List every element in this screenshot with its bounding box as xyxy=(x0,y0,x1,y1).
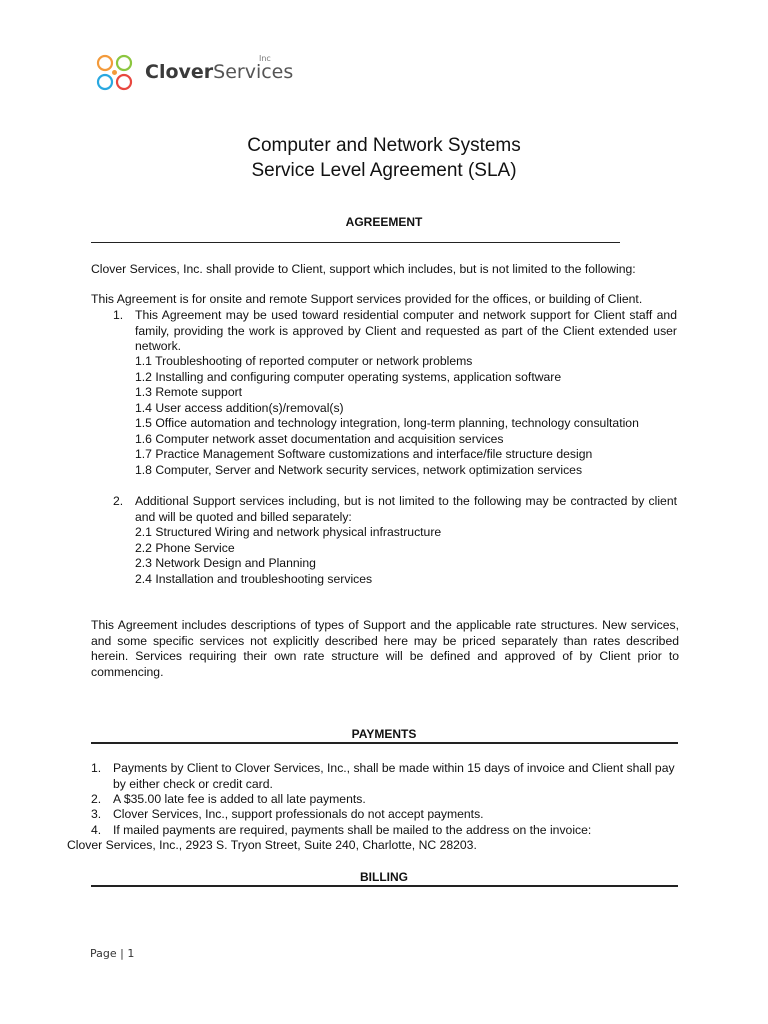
item1-number: 1. xyxy=(113,308,124,322)
payment-item1-number: 1. xyxy=(91,761,102,775)
payment-item4-text: If mailed payments are required, payments shall be mailed to the address on the invoice: xyxy=(113,823,592,837)
subitem-2-1: 2.1 Structured Wiring and network physical infrastructure xyxy=(135,525,442,539)
billing-heading: BILLING xyxy=(360,870,408,884)
payment-address: Clover Services, Inc., 2923 S. Tryon Street, Suite 240, Charlotte, NC 28203. xyxy=(67,838,477,852)
subitem-2-3: 2.3 Network Design and Planning xyxy=(135,556,316,570)
document-title-line1: Computer and Network Systems xyxy=(247,135,521,156)
subitem-1-7: 1.7 Practice Management Software customizations and interface/file structure design xyxy=(135,447,593,461)
logo-wordmark: CloverServices xyxy=(145,61,294,83)
agreement-divider xyxy=(91,242,620,243)
clover-logo-icon xyxy=(93,52,137,96)
agreement-scope: This Agreement is for onsite and remote Support services provided for the offices, or building of Client. xyxy=(91,292,643,306)
subitem-1-8: 1.8 Computer, Server and Network security services, network optimization services xyxy=(135,463,583,477)
payment-item2-number: 2. xyxy=(91,792,102,806)
subitem-1-3: 1.3 Remote support xyxy=(135,385,243,399)
agreement-heading: AGREEMENT xyxy=(345,215,423,229)
payment-item3-text: Clover Services, Inc., support professionals do not accept payments. xyxy=(113,807,484,821)
payment-item2-text: A $35.00 late fee is added to all late payments. xyxy=(113,792,366,806)
payments-heading: PAYMENTS xyxy=(351,727,417,741)
company-logo xyxy=(93,52,293,96)
item2-number: 2. xyxy=(113,494,124,508)
page-number: Page | 1 xyxy=(90,947,135,960)
subitem-2-2: 2.2 Phone Service xyxy=(135,541,235,555)
agreement-intro: Clover Services, Inc. shall provide to Client, support which includes, but is not limited to the following: xyxy=(91,262,636,276)
logo-inc-suffix: Inc xyxy=(259,54,271,63)
billing-divider xyxy=(91,885,678,887)
subitem-1-2: 1.2 Installing and configuring computer operating systems, application software xyxy=(135,370,562,384)
payment-item1-text: Payments by Client to Clover Services, Inc., shall be made within 15 days of invoice and Client shall pay by either check or credit card. xyxy=(113,761,675,791)
agreement-closing: This Agreement includes descriptions of types of Support and the applicable rate structures. New services, and some specific services not explicitly described here may be priced separately than rates described herein. Services requiring their own rate structure will be defined and approved of by Client prior to commencing. xyxy=(91,618,679,679)
document-title-line2: Service Level Agreement (SLA) xyxy=(251,160,517,181)
subitem-1-6: 1.6 Computer network asset documentation and acquisition services xyxy=(135,432,504,446)
subitem-2-4: 2.4 Installation and troubleshooting services xyxy=(135,572,373,586)
subitem-1-5: 1.5 Office automation and technology integration, long-term planning, technology consultation xyxy=(135,416,639,430)
subitem-1-4: 1.4 User access addition(s)/removal(s) xyxy=(135,401,344,415)
payment-item3-number: 3. xyxy=(91,807,102,821)
payments-divider xyxy=(91,742,678,744)
subitem-1-1: 1.1 Troubleshooting of reported computer or network problems xyxy=(135,354,473,368)
item2-text: Additional Support services including, but is not limited to the following may be contracted by client and will be quoted and billed separately: xyxy=(135,494,677,524)
payment-item4-number: 4. xyxy=(91,823,102,837)
item1-text: This Agreement may be used toward residential computer and network support for Client staff and family, providing the work is approved by Client and requested as part of the Client extended user network. xyxy=(135,308,677,354)
